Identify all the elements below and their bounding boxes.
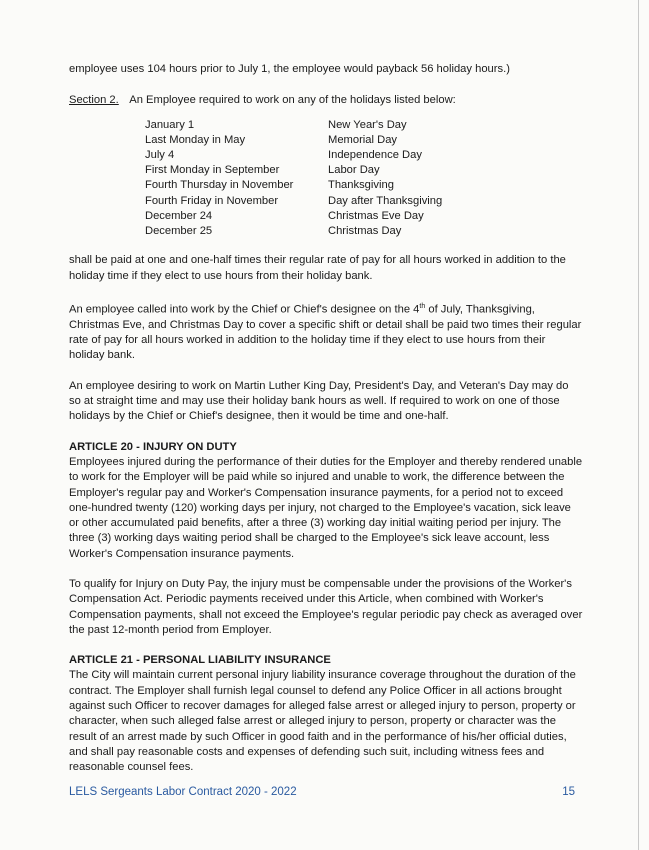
page-number: 15 (562, 786, 575, 798)
article-20-heading: ARTICLE 20 - INJURY ON DUTY (69, 440, 237, 453)
holiday-name: Day after Thanksgiving (328, 194, 443, 207)
holiday-name: Independence Day (328, 149, 422, 161)
holiday-name: Thanksgiving (328, 179, 394, 192)
section-2-label: Section 2. (69, 94, 119, 107)
call-in-text-start: An employee called into work by the Chief or Chief's designee on the 4 (69, 303, 420, 316)
holiday-date: Last Monday in May (145, 133, 246, 146)
footer-title: LELS Sergeants Labor Contract 2020 - 2022 (69, 786, 297, 798)
section-2 (69, 93, 583, 108)
holiday-date: December 25 (145, 225, 213, 238)
holiday-date: December 24 (145, 209, 213, 222)
article-20-paragraph-1: Employees injured during the performance of their duties for the Employer and thereby rendered unable to work for the Employer will be paid while so injured and unable to work, the difference between the Employer's regular pay and Worker's Compensation insurance payments, for a period not to exceed one-hundred twenty (120) working days per injury, not charged to the Employee's vacation, sick leave or other accumulated paid benefits, after a three (3) working day initial waiting period per injury. The three (3) working days waiting period shall be charged to the Employee's sick leave account, less Worker's Compensation insurance payments. (69, 455, 583, 560)
article-21-paragraph-1: The City will maintain current personal injury liability insurance coverage throughout the duration of the contract. The Employer shall furnish legal counsel to defend any Police Officer in all actions brought against such Officer to recover damages for alleged false arrest or alleged injury to person, property or character, when such alleged false arrest or alleged injury to person, property or character was the result of an arrest made by such Officer in good faith and in the performance of his/her official duties, and shall pay reasonable costs and expenses of defending such suit, including witness fees and reasonable counsel fees. (69, 669, 576, 774)
holiday-date: First Monday in September (145, 164, 280, 177)
straight-time-paragraph: An employee desiring to work on Martin Luther King Day, President's Day, and Veteran's Day may do so at straight time and may use their holiday bank hours as well. If required to work on one of those holidays by the Chief or Chief's designee, then it would be time and one-half. (69, 379, 569, 423)
call-in-text-end: of July, Thanksgiving, Christmas Eve, and Christmas Day to cover a specific shift or detail shall be paid two times their regular rate of pay for all hours worked in addition to the holiday time if they elect to use hours from their holiday bank. (69, 303, 582, 362)
holiday-date: Fourth Thursday in November (145, 179, 294, 192)
holiday-name: Labor Day (328, 164, 380, 177)
holiday-list (145, 118, 583, 240)
section-2-intro: An Employee required to work on any of the holidays listed below: (129, 94, 456, 107)
page-footer (69, 786, 575, 798)
call-in-paragraph (69, 299, 583, 364)
holiday-name: New Year's Day (328, 118, 407, 131)
article-20-paragraph-2: To qualify for Injury on Duty Pay, the injury must be compensable under the provisions of the Worker's Compensation Act. Periodic payments received under this Article, when combined with Worker's Compensation payments, shall not exceed the Employee's regular periodic pay check as averaged over the past 12-month period from Employer. (69, 578, 583, 636)
article-21-heading: ARTICLE 21 - PERSONAL LIABILITY INSURANCE (69, 654, 331, 667)
holiday-name: Christmas Day (328, 225, 402, 238)
holiday-pay-paragraph: shall be paid at one and one-half times their regular rate of pay for all hours worked in addition to the holiday time if they elect to use hours from their holiday bank. (69, 254, 566, 282)
holiday-date: July 4 (145, 149, 175, 161)
ordinal-suffix: th (419, 302, 426, 310)
holiday-name: Christmas Eve Day (328, 209, 424, 222)
holiday-date: Fourth Friday in November (145, 194, 279, 207)
holiday-date: January 1 (145, 118, 195, 131)
continuation-text: employee uses 104 hours prior to July 1, the employee would payback 56 holiday hours.) (69, 63, 510, 75)
holiday-name: Memorial Day (328, 133, 398, 146)
document-body (69, 62, 583, 776)
